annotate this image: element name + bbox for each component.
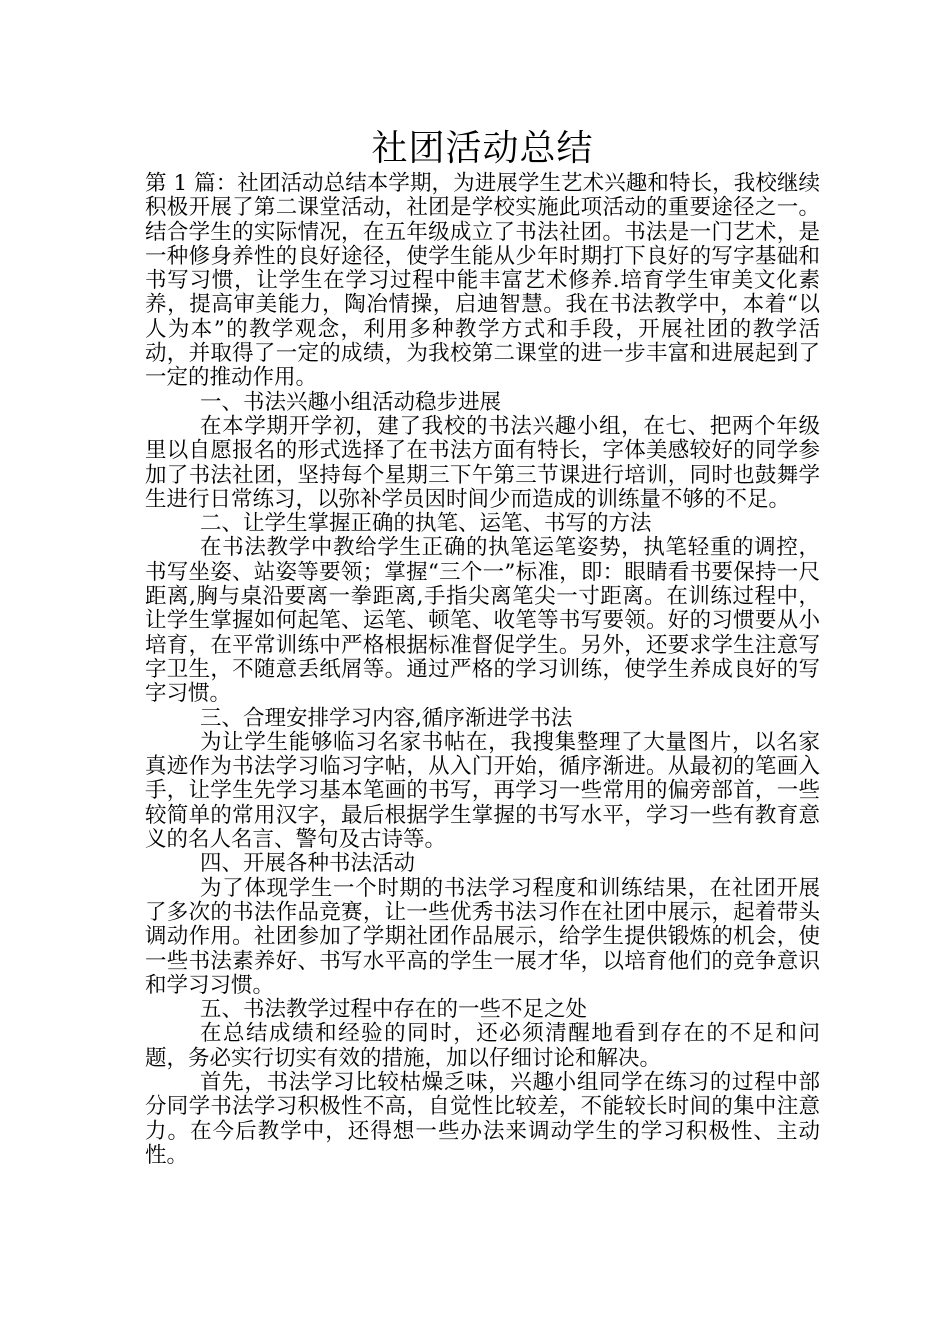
document-page bbox=[145, 126, 820, 1168]
paragraph-section-4: 为了体现学生一个时期的书法学习程度和训练结果，在社团开展了多次的书法作品竞赛，让一些优秀书法习作在社团中展示，起着带头调动作用。社团参加了学期社团作品展示，给学生提供锻炼的机会，使一些书法素养好、书写水平高的学生一展才华，以培育他们的竞争意识和学习习惯。 bbox=[145, 875, 820, 998]
section-heading-4: 四、开展各种书法活动 bbox=[200, 851, 416, 877]
paragraph-section-3: 为让学生能够临习名家书帖在，我搜集整理了大量图片，以名家真迹作为书法学习临习字帖，从入门开始，循序渐进。从最初的笔画入手，让学生先学习基本笔画的书写，再学习一些常用的偏旁部首，一些较简单的常用汉字，最后根据学生掌握的书写水平，学习一些有教育意义的名人名言、警句及古诗等。 bbox=[145, 729, 820, 853]
section-heading-2: 二、让学生掌握正确的执笔、运笔、书写的方法 bbox=[200, 511, 652, 537]
document-title: 社团活动总结 bbox=[371, 128, 594, 169]
section-heading-3: 三、合理安排学习内容,循序渐进学书法 bbox=[200, 705, 573, 731]
paragraph-section-1: 在本学期开学初，建了我校的书法兴趣小组，在七、把两个年级里以自愿报名的形式选择了在书法方面有特长，字体美感较好的同学参加了书法社团，坚持每个星期三下午第三节课进行培训，同时也鼓舞学生进行日常练习，以弥补学员因时间少而造成的训练量不够的不足。 bbox=[145, 413, 820, 512]
paragraph-section-5b: 首先，书法学习比较枯燥乏味，兴趣小组同学在练习的过程中部分同学书法学习积极性不高，自觉性比较差，不能较长时间的集中注意力。在今后教学中，还得想一些办法来调动学生的学习积极性、主动性。 bbox=[145, 1069, 820, 1168]
paragraph-section-2: 在书法教学中教给学生正确的执笔运笔姿势，执笔轻重的调控，书写坐姿、站姿等要领；掌握“三个一”标准，即：眼睛看书要保持一尺距离,胸与桌沿要离一拳距离,手指尖离笔尖一寸距离。在训练过程中，让学生掌握如何起笔、运笔、顿笔、收笔等书写要领。好的习惯要从小培育，在平常训练中严格根据标准督促学生。另外，还要求学生注意写字卫生，不随意丢纸屑等。通过严格的学习训练，使学生养成良好的写字习惯。 bbox=[145, 535, 820, 707]
paragraph-intro: 第 1 篇：社团活动总结本学期，为进展学生艺术兴趣和特长，我校继续积极开展了第二课堂活动，社团是学校实施此项活动的重要途径之一。结合学生的实际情况，在五年级成立了书法社团。书法是一门艺术，是一种修身养性的良好途径，使学生能从少年时期打下良好的写字基础和书写习惯，让学生在学习过程中能丰富艺术修养.培育学生审美文化素养，提高审美能力，陶冶情操，启迪智慧。我在书法教学中，本着“以人为本”的教学观念，利用多种教学方式和手段，开展社团的教学活动，并取得了一定的成绩，为我校第二课堂的进一步丰富和进展起到了一定的推动作用。 bbox=[145, 171, 820, 391]
section-heading-5: 五、书法教学过程中存在的一些不足之处 bbox=[200, 997, 588, 1023]
section-heading-1: 一、书法兴趣小组活动稳步进展 bbox=[200, 389, 502, 415]
paragraph-section-5a: 在总结成绩和经验的同时，还必须清醒地看到存在的不足和问题，务必实行切实有效的措施，加以仔细讨论和解决。 bbox=[145, 1021, 820, 1071]
